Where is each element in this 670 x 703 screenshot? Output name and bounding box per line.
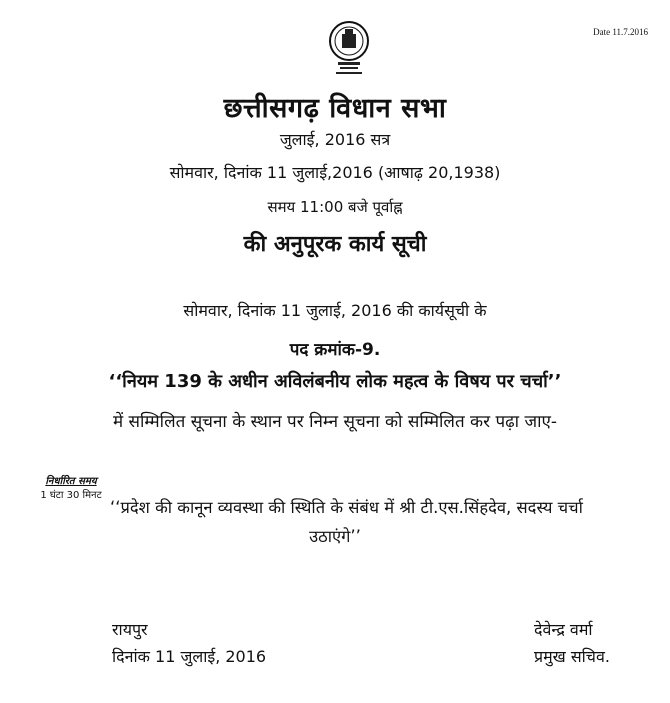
item-title: ‘‘नियम 139 के अधीन अविलंबनीय लोक महत्व के विषय पर चर्चा’’: [108, 371, 562, 392]
document-subtitle: की अनुपूरक कार्य सूची: [243, 232, 427, 257]
session-line: जुलाई, 2016 सत्र: [279, 130, 391, 149]
day-date-line: सोमवार, दिनांक 11 जुलाई,2016 (आषाढ़ 20,1938): [169, 163, 501, 182]
notice-line-1: ‘‘प्रदेश की कानून व्यवस्था की स्थिति के संबंध में श्री टी.एस.सिंहदेव, सदस्य चर्चा: [110, 498, 583, 517]
vidhan-sabha-emblem-icon: [326, 20, 372, 78]
place: रायपुर: [112, 620, 148, 639]
allotted-time-heading: निर्धारित समय: [45, 476, 97, 487]
allotted-time-value: 1 घंटा 30 मिनट: [40, 490, 102, 501]
signatory-name: देवेन्द्र वर्मा: [534, 620, 593, 639]
assembly-title: छत्तीसगढ़ विधान सभा: [223, 93, 447, 124]
issue-date: दिनांक 11 जुलाई, 2016: [112, 647, 267, 666]
date-stamp: Date 11.7.2016: [593, 27, 648, 37]
instruction-line: में सम्मिलित सूचना के स्थान पर निम्न सूचना को सम्मिलित कर पढ़ा जाए-: [112, 412, 558, 432]
item-number: पद क्रमांक-9.: [289, 340, 381, 360]
reference-line: सोमवार, दिनांक 11 जुलाई, 2016 की कार्यसूची के: [183, 301, 487, 320]
notice-line-2: उठाएंगे’’: [309, 527, 361, 546]
time-line: समय 11:00 बजे पूर्वाह्न: [267, 198, 403, 216]
signatory-designation: प्रमुख सचिव.: [534, 647, 610, 666]
